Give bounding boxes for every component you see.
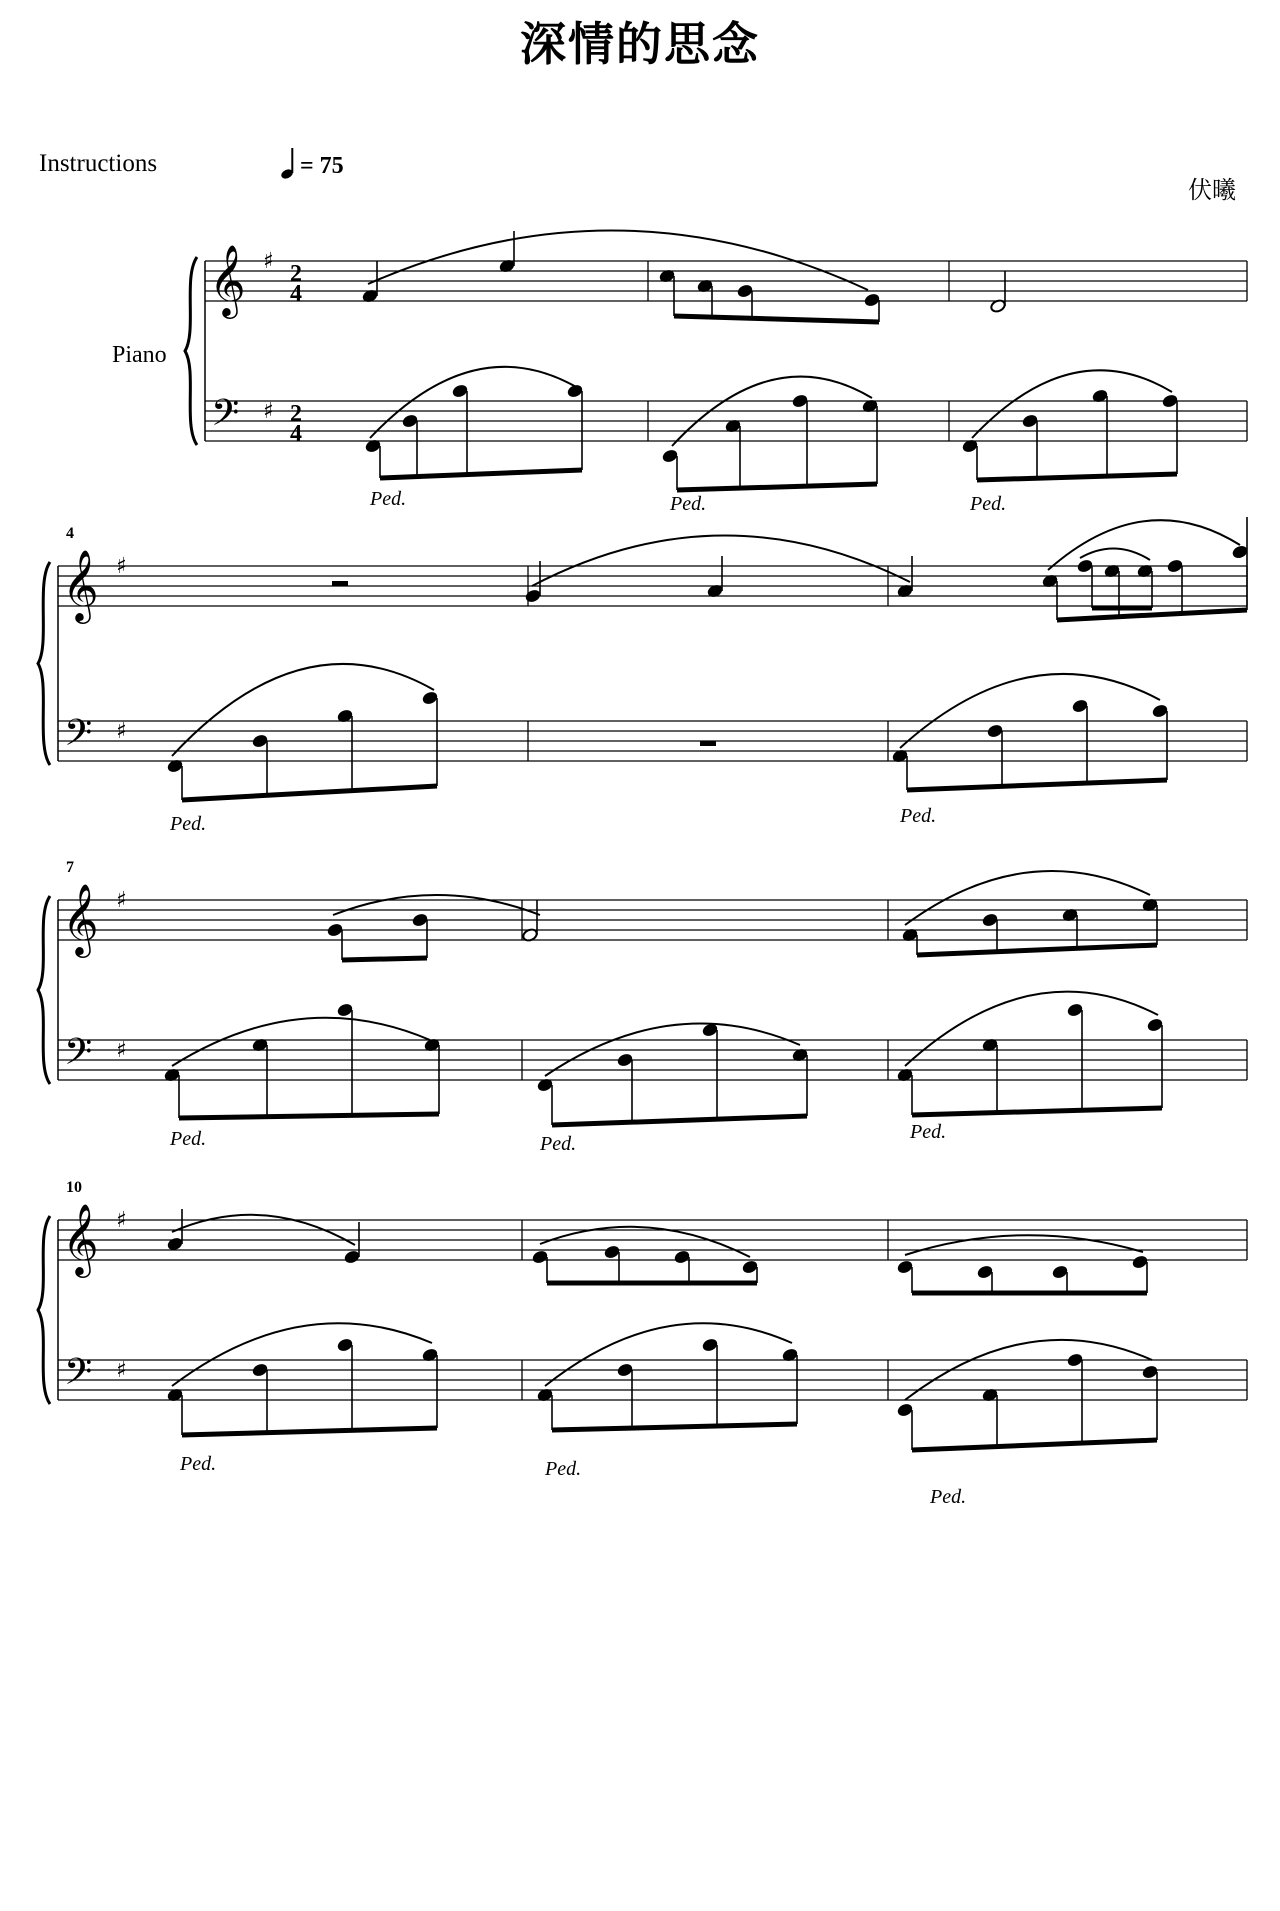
beam (380, 470, 582, 478)
treble-clef-icon: 𝄞 (62, 548, 99, 621)
note-head (525, 589, 542, 604)
sharp-icon: ♯ (263, 249, 274, 274)
pedal-mark: Ped. (910, 1121, 947, 1143)
beam (1057, 610, 1247, 620)
note-head (702, 1338, 719, 1353)
note-head (344, 1250, 361, 1265)
system-2 (38, 548, 1247, 765)
note-head (1072, 699, 1089, 714)
beam (977, 474, 1177, 480)
note-layer (164, 230, 1249, 1450)
beam (677, 484, 877, 490)
note-head (617, 1363, 634, 1378)
beam (182, 786, 437, 800)
measure-number: 4 (66, 525, 74, 542)
note-head (422, 691, 439, 706)
system-1 (185, 243, 1247, 447)
sharp-icon: ♯ (116, 888, 127, 913)
note-head (337, 1003, 354, 1018)
bass-staff (58, 1360, 1247, 1400)
score-labels (66, 488, 1006, 1508)
slur (545, 1323, 792, 1386)
note-head (864, 293, 881, 308)
score-title: 深情的思念 (520, 17, 760, 71)
beam (917, 945, 1157, 955)
bass-clef-icon: 𝄢 (64, 1351, 93, 1402)
note-head (167, 1237, 184, 1252)
slur (172, 664, 434, 756)
pedal-mark: Ped. (370, 488, 407, 510)
beam (674, 316, 879, 322)
note-head (1132, 1255, 1149, 1270)
treble-clef-icon: 𝄞 (62, 1202, 99, 1275)
slur (172, 1323, 432, 1386)
pedal-mark: Ped. (540, 1133, 577, 1155)
sharp-icon: ♯ (116, 1038, 127, 1063)
measure-number: 10 (66, 1179, 82, 1196)
note-head (337, 1338, 354, 1353)
sharp-icon: ♯ (116, 554, 127, 579)
pedal-mark: Ped. (545, 1458, 582, 1480)
slur (905, 871, 1150, 925)
slur (972, 370, 1172, 438)
note-head (1077, 559, 1094, 574)
note-head (412, 913, 429, 928)
note-head (252, 1363, 269, 1378)
note-head (1167, 559, 1184, 574)
note-head (792, 394, 809, 409)
slur (905, 1235, 1143, 1255)
slur (333, 895, 540, 915)
note-head (532, 1250, 549, 1265)
time-signature-numerator: 2 (290, 261, 302, 287)
pedal-mark: Ped. (180, 1453, 217, 1475)
brace (38, 896, 50, 1084)
beam (912, 1108, 1162, 1115)
sharp-icon: ♯ (116, 719, 127, 744)
half-rest (332, 581, 348, 586)
sharp-icon: ♯ (116, 1208, 127, 1233)
brace (185, 257, 197, 445)
treble-staff (58, 1220, 1247, 1260)
note-head (1022, 414, 1039, 429)
note-head (897, 1260, 914, 1275)
brace (38, 562, 50, 765)
slur (1048, 520, 1240, 570)
instructions-label: Instructions (39, 150, 158, 177)
slur (1080, 548, 1150, 560)
bass-staff (58, 1040, 1247, 1080)
note-head (674, 1250, 691, 1265)
note-head (1152, 704, 1169, 719)
note-head (1067, 1003, 1084, 1018)
note-head (1142, 1365, 1159, 1380)
note-head (897, 1403, 914, 1418)
note-head (1067, 1353, 1084, 1368)
brace (38, 1216, 50, 1404)
pedal-mark: Ped. (900, 805, 937, 827)
beam (907, 780, 1167, 790)
bass-staff (205, 401, 1247, 441)
composer-name: 伏曦 (1188, 176, 1236, 204)
instrument-label: Piano (112, 342, 167, 368)
bass-clef-icon: 𝄢 (64, 1031, 93, 1082)
time-signature-numerator: 2 (290, 401, 302, 427)
pedal-mark: Ped. (170, 813, 207, 835)
slur (172, 1018, 430, 1066)
slur (900, 674, 1160, 748)
treble-staff (205, 261, 1247, 301)
slur (905, 992, 1158, 1066)
slur (540, 1227, 750, 1257)
time-signature-denominator: 4 (290, 281, 302, 307)
bass-clef-icon: 𝄢 (211, 392, 240, 443)
note-head (1052, 1265, 1069, 1280)
note-head (742, 1260, 759, 1275)
slur (370, 367, 578, 438)
pedal-mark: Ped. (670, 493, 707, 515)
bass-clef-icon: 𝄢 (64, 712, 93, 763)
note-head (737, 284, 754, 299)
note-head (662, 449, 679, 464)
note-head (604, 1245, 621, 1260)
note-head (982, 913, 999, 928)
system-4 (38, 1202, 1247, 1404)
slur (532, 535, 910, 586)
note-head (987, 724, 1004, 739)
note-head (402, 414, 419, 429)
half-rest (700, 741, 716, 746)
time-signature-denominator: 4 (290, 421, 302, 447)
measure-number: 7 (66, 859, 74, 876)
note-head (327, 923, 344, 938)
pedal-mark: Ped. (970, 493, 1007, 515)
pedal-mark: Ped. (930, 1486, 967, 1508)
note-head (977, 1265, 994, 1280)
beam (342, 958, 427, 960)
beam (182, 1428, 437, 1435)
beam (179, 1114, 439, 1118)
pedal-mark: Ped. (170, 1128, 207, 1150)
treble-clef-icon: 𝄞 (209, 243, 246, 316)
note-head (452, 384, 469, 399)
note-head (1232, 545, 1249, 560)
tempo-value: = 75 (300, 153, 344, 179)
note-head (252, 734, 269, 749)
note-head (617, 1053, 634, 1068)
note-head (1147, 1018, 1164, 1033)
beam (552, 1116, 807, 1125)
bass-staff (58, 721, 1247, 761)
treble-clef-icon: 𝄞 (62, 882, 99, 955)
treble-staff (58, 566, 1247, 606)
beam (912, 1440, 1157, 1450)
staff-systems (38, 243, 1247, 1404)
sharp-icon: ♯ (263, 399, 274, 424)
note-head (1162, 394, 1179, 409)
sharp-icon: ♯ (116, 1358, 127, 1383)
beam (552, 1424, 797, 1430)
